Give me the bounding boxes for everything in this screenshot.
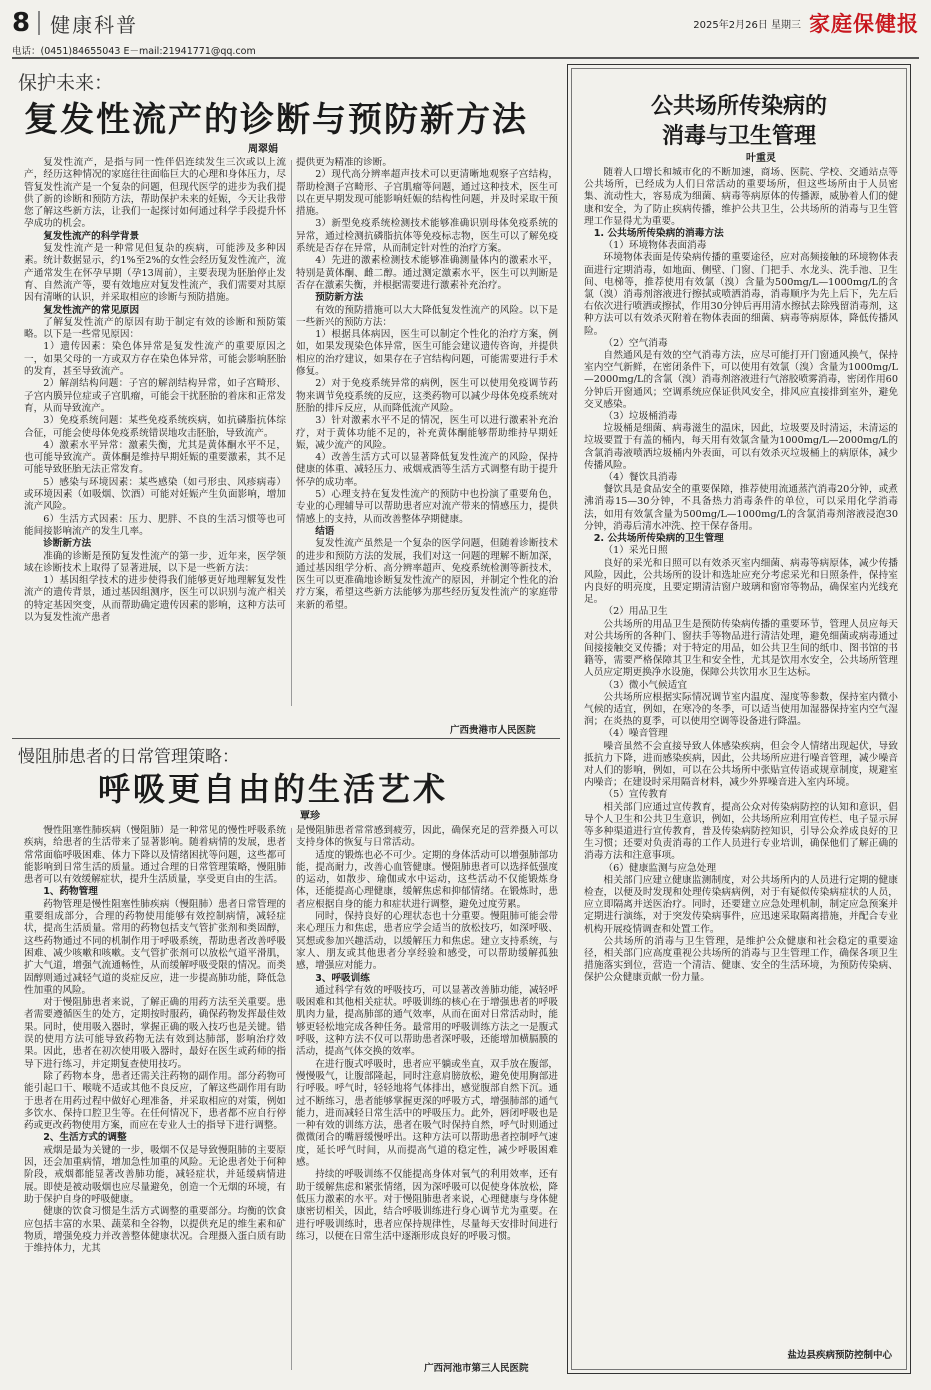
article1-column-1: [24, 157, 286, 707]
paragraph: 自然通风是有效的空气消毒方法，应尽可能打开门窗通风换气，保持室内空气新鲜，在密闭条件下，可以使用有效氯（溴）含量为1000mg/L—2000mg/L的含氯（溴）消毒剂溶液进行气溶胶喷雾消毒，密闭作用60分钟后开窗通风；空调系统应保证供风安全，排风应直接排到室外，避免交叉感染。: [584, 350, 898, 410]
article1-author: 周翠娟: [248, 144, 278, 155]
section-name: 健康科普: [50, 12, 139, 37]
paragraph: 慢性阻塞性肺疾病（慢阻肺）是一种常见的慢性呼吸系统疾病，给患者的生活带来了显著影响。随着病情的发展，患者常常面临呼吸困难、体力下降以及情绪困扰等问题，这些都可能影响到日常生活的质量。通过合理的日常管理策略，慢阻肺患者可以有效缓解症状，提升生活质量，享受更自由的生活。: [24, 825, 286, 886]
paragraph: 2）现代高分辨率超声技术可以更清晰地观察子宫结构，帮助检测子宫畸形、子宫肌瘤等问题，通过这种技术，医生可以在更早期发现可能影响妊娠的结构性问题，并及时采取干预措施。: [296, 169, 558, 218]
article3-title-line-2: 消毒与卫生管理: [661, 123, 816, 149]
paragraph: 6）生活方式因素：压力、肥胖、不良的生活习惯等也可能间接影响流产的发生几率。: [24, 513, 286, 537]
paragraph: 随着人口增长和城市化的不断加速，商场、医院、学校、交通站点等公共场所，已经成为人们日常活动的重要场所，但这些场所由于人员密集、流动性大，容易成为细菌、病毒等病原体的传播源，威胁着人们的健康和安全，为了防止疾病传播，维护公共卫生，公共场所的消毒与卫生管理工作显得尤为重要。: [584, 167, 898, 227]
newspaper-logo: 家庭保健报: [809, 12, 919, 36]
sub-subheading: （2）用品卫生: [603, 606, 668, 618]
paragraph: 4）先进的激素检测技术能够准确测量体内的激素水平，特别是黄体酮、雌二醇。通过测定激素水平，医生可以判断是否存在激素失衡，并根据需要进行激素补充治疗。: [296, 255, 558, 291]
paragraph: 在进行腹式呼吸时，患者应平躺或坐直，双手放在腹部，慢慢吸气，让腹部隆起，同时注意肩膀放松，避免使用胸部进行呼吸。呼气时，轻轻地将气体排出，感觉腹部自然下沉。通过不断练习，患者能够掌握更深的呼吸方式，增强肺部的通气能力，进而减轻日常生活中的呼吸压力。此外，唇闭呼吸也是一种有效的训练方法，患者在吸气时保持自然，呼气时则通过微微闭合的嘴唇缓慢呼出。这种方法可以帮助患者控制呼气速度，延长呼气时间，从而提高气道的稳定性，减少呼吸困难感。: [296, 1058, 558, 1169]
article1-title: 复发性流产的诊断与预防新方法: [24, 100, 528, 140]
paragraph: 餐饮具是食品安全的重要保障，推荐使用流通蒸汽消毒20分钟，或煮沸消毒15—30分钟，不具备热力消毒条件的单位，可以采用化学消毒法，如用有效氯含量为500mg/L—1000mg/L的含氯消毒剂溶液浸泡30分钟，消毒后清水冲洗、控干保存备用。: [584, 484, 898, 532]
paragraph: 相关部门应通过宣传教育，提高公众对传染病防控的认知和意识，倡导个人卫生和公共卫生意识，例如，公共场所应利用宣传栏、电子显示屏等多种渠道进行宣传教育，普及传染病防控知识，引导公众养成良好的卫生习惯；还要对负责消毒的工作人员进行专业培训，确保他们了解正确的消毒方法和注意事项。: [584, 801, 898, 862]
paragraph: 通过科学有效的呼吸技巧，可以显著改善肺功能，减轻呼吸困难和其他相关症状。呼吸训练的核心在于增强患者的呼吸肌肉力量，提高肺部的通气效率，从而在面对日常活动时，能够更轻松地完成各种任务。最常用的呼吸训练方法之一是腹式呼吸，这种方法不仅可以帮助患者深呼吸，还能增加横膈膜的活动，提高气体交换的效率。: [296, 984, 558, 1058]
masthead: [12, 6, 919, 40]
paragraph: 提供更为精准的诊断。: [296, 157, 392, 168]
page-number: 8: [12, 8, 31, 38]
paragraph: 垃圾桶是细菌、病毒滋生的温床，因此，垃圾要及时清运，未清运的垃圾要置于有盖的桶内，每天用有效氯含量为1000mg/L—2000mg/L的含氯消毒液喷洒垃圾桶内外表面，可以有效杀灭垃圾桶上的病原体，减少传播风险。: [584, 423, 898, 471]
subheading: 结语: [315, 525, 335, 537]
paragraph: 是慢阻肺患者常常感到疲劳，因此，确保充足的营养摄入可以支持身体的恢复与日常活动。: [296, 825, 558, 849]
paragraph: 2）对于免疫系统异常的病例，医生可以使用免疫调节药物来调节免疫系统的反应，这类药物可以减少母体免疫系统对胚胎的排斥反应，从而降低流产风险。: [296, 378, 558, 414]
paragraph: 了解复发性流产的原因有助于制定有效的诊断和预防策略。以下是一些常见原因：: [24, 316, 286, 341]
subheading: 3、呼吸训练: [315, 972, 370, 984]
column-divider: [291, 828, 292, 1370]
sub-subheading: （1）环境物体表面消毒: [603, 240, 707, 252]
subheading: 1、药物管理: [43, 886, 98, 898]
subheading: 诊断新方法: [43, 538, 92, 550]
article1-source: 广西贵港市人民医院: [450, 725, 536, 736]
column-divider: [291, 160, 292, 706]
paragraph: 复发性流产虽然是一个复杂的医学问题，但随着诊断技术的进步和预防方法的发展，我们对这一问题的理解不断加深，通过基因组学分析、高分辨率超声、免疫系统检测等新技术，医生可以更准确地诊断复发性流产的原因，并制定个性化的治疗方案，希望这些新方法能够为那些经历复发性流产的家庭带来新的希望。: [296, 538, 558, 611]
article2-source: 广西河池市第三人民医院: [424, 1363, 529, 1374]
sub-subheading: （2）空气消毒: [603, 337, 668, 349]
paragraph: 复发性流产，是指与同一性伴侣连续发生三次或以上流产，经历这种情况的家庭往往面临巨大的心理和身体压力，尽管复发性流产是一个复杂的问题，但现代医学的进步为我们提供了新的诊断和预防方法，帮助保护未来的妊娠，今天让我带您了解这些新方法，让我们一起探讨如何通过科学手段提升怀孕成功的机会。: [24, 157, 286, 230]
article1-kicker: 保护未来：: [18, 72, 114, 94]
paragraph: 1）基因组学技术的进步使得我们能够更好地理解复发性流产的遗传背景，通过基因组测序，医生可以识别与流产相关的特定基因突变，从而帮助确定遗传因素的影响，这种方法可以为复发性流产患者: [24, 575, 286, 623]
paragraph: 戒烟是最为关键的一步，吸烟不仅是导致慢阻肺的主要原因，还会加重病情，增加急性加重的风险。无论患者处于何种阶段，戒烟都能显著改善肺功能，减轻症状，并延缓病情进展。即使是被动吸烟也应尽量避免，创造一个无烟的环境，有助于保护自身的呼吸健康。: [24, 1144, 286, 1205]
paragraph: 公共场所的消毒与卫生管理，是维护公众健康和社会稳定的重要途径，相关部门应高度重视公共场所的消毒与卫生管理工作，确保各项卫生措施落实到位，营造一个清洁、健康、安全的生活环境，为预防传染病、保护公众健康贡献一份力量。: [584, 935, 898, 984]
paragraph: 3）免疫系统问题：某些免疫系统疾病，如抗磷脂抗体综合征，可能会使母体免疫系统错误地攻击胚胎，导致流产。: [24, 415, 286, 439]
subheading: 2、生活方式的调整: [43, 1132, 127, 1144]
article2-title: 呼吸更自由的生活艺术: [98, 770, 449, 808]
article3-author: 叶重灵: [746, 153, 776, 164]
masthead-rule: [12, 57, 919, 59]
subheading: 复发性流产的常见原因: [43, 304, 140, 316]
article-separator: [12, 738, 560, 739]
contact-info: 电话：(0451)84655043 E－mail:21941771@qq.com: [12, 46, 256, 57]
paragraph: 除了药物本身，患者还需关注药物的副作用。部分药物可能引起口干、喉咙不适或其他不良反应，了解这些副作用有助于患者在用药过程中做好心理准备，并采取相应的对策，例如多饮水、保持口腔卫生等。在任何情况下，患者都不应自行停药或更改药物使用方案，而应在专业人士的指导下进行调整。: [24, 1070, 286, 1132]
paragraph: 复发性流产是一种常见但复杂的疾病，可能涉及多种因素。统计数据显示，约1%至2%的女性会经历复发性流产，流产通常发生在怀孕早期（孕13周前），主要表现为胚胎停止发育、自然流产等，要有效地应对复发性流产，我们需要对其原因有清晰的认识，并采取相应的诊断与预防措施。: [24, 243, 286, 304]
paragraph: 1）根据具体病因，医生可以制定个性化的治疗方案，例如，如果发现染色体异常，医生可能会建议遗传咨询，并提供相应的治疗建议，如果存在子宫结构问题，可能需要进行手术修复。: [296, 329, 558, 378]
paragraph: 药物管理是慢性阻塞性肺疾病（慢阻肺）患者日常管理的重要组成部分，合理的药物使用能够有效控制病情，减轻症状，提高生活质量。常用的药物包括支气管扩张剂和类固醇，这些药物通过不同的机制作用于呼吸系统，帮助患者改善呼吸困难、减少咳嗽和咳嗽。支气管扩张剂可以放松气道平滑肌，扩大气道，增强气流通畅性，从而缓解呼吸受限的情况。而类固醇则通过减轻气道的炎症反应，进一步提高肺功能，降低急性加重的风险。: [24, 898, 286, 996]
article1-column-2: [296, 157, 558, 693]
sub-subheading: （4）噪音管理: [603, 728, 668, 740]
subheading: 预防新方法: [315, 292, 364, 304]
paragraph: 环境物体表面是传染病传播的重要途径，应对高频接触的环境物体表面进行定期消毒，如地面、侧壁、门窗、门把手、水龙头、洗手池、卫生间、电梯等，推荐使用有效氯（溴）含量为500mg/L—1000mg/L的含氯（溴）消毒剂溶液进行擦拭或喷洒消毒，消毒顺序为先上后下，先左后右依次进行喷洒或擦拭，作用30分钟后再用清水擦拭去除残留消毒剂，这种方法可以有效杀灭附着在物体表面的细菌、病毒等病原体，降低传播风险。: [584, 252, 898, 337]
paragraph: 3）针对激素水平不足的情况，医生可以进行激素补充治疗，对于黄体功能不足的，补充黄体酮能够帮助维持早期妊娠，减少流产的风险。: [296, 415, 558, 451]
paragraph: 5）感染与环境因素：某些感染（如弓形虫、风疹病毒）或环境因素（如吸烟、饮酒）可能对妊娠产生负面影响，增加流产风险。: [24, 476, 286, 513]
article3-box: [567, 64, 911, 1374]
paragraph: 适度的锻炼也必不可少。定期的身体活动可以增强肺部功能，提高耐力，改善心血管健康。慢阻肺患者可以选择低强度的运动，如散步、瑜伽或水中运动，这些活动不仅能锻炼身体，还能提高心理健康，缓解焦虑和抑郁情绪。在锻炼时，患者应根据自身的能力和症状进行调整，避免过度劳累。: [296, 849, 558, 910]
article3-source: 盐边县疾病预防控制中心: [787, 1350, 892, 1361]
sub-subheading: （3）微小气候适宜: [603, 679, 688, 691]
subheading: 1. 公共场所传染病的消毒方法: [593, 228, 724, 240]
paragraph: 对于慢阻肺患者来说，了解正确的用药方法至关重要。患者需要遵循医生的处方，定期按时服药，确保药物发挥最佳效果。同时，使用吸入器时，掌握正确的吸入技巧也是关键。错误的使用方法可能导致药物无法有效到达肺部，影响治疗效果。因此，患者在初次使用吸入器时，最好在医生或药师的指导下进行练习，并定期复查使用技巧。: [24, 997, 286, 1070]
paragraph: 公共场所应根据实际情况调节室内温度、湿度等参数，保持室内微小气候的适宜，例如，在寒冷的冬季，可以适当使用加湿器保持室内空气湿润；在炎热的夏季，可以使用空调等设备进行降温。: [584, 691, 898, 728]
paragraph: 4）激素水平异常：激素失衡，尤其是黄体酮水平不足，也可能导致流产。黄体酮是维持早期妊娠的重要激素，其不足可能导致胚胎无法正常发育。: [24, 439, 286, 476]
masthead-divider: [38, 11, 40, 35]
paragraph: 4）改善生活方式可以显著降低复发性流产的风险，保持健康的体重、减轻压力、戒烟戒酒等生活方式调整有助于提升怀孕的成功率。: [296, 452, 558, 488]
paragraph: 1）遗传因素：染色体异常是复发性流产的重要原因之一，如果父母的一方或双方存在染色体异常，可能会影响胚胎的发育，甚至导致流产。: [24, 341, 286, 378]
article2-column-2: [296, 825, 558, 1357]
paragraph: 健康的饮食习惯是生活方式调整的重要部分。均衡的饮食应包括丰富的水果、蔬菜和全谷物，以提供充足的维生素和矿物质，增强免疫力并改善整体健康状况。合理摄入蛋白质有助于维持体力，尤其: [24, 1206, 286, 1255]
paragraph: 3）新型免疫系统检测技术能够准确识别母体免疫系统的异常，通过检测抗磷脂抗体等免疫标志物，医生可以了解免疫系统是否存在异常，从而制定针对性的治疗方案。: [296, 218, 558, 255]
paragraph: 噪音虽然不会直接导致人体感染疾病，但会令人情绪出现起伏，导致抵抗力下降，进而感染疾病，因此，公共场所应进行噪音管理，减少噪音对人们的影响，例如，可以在公共场所中张贴宣传语或规章制度，规避室内噪音；在建设时采用隔音材料，减少外界噪音进入室内环境。: [584, 740, 898, 789]
sub-subheading: （3）垃圾桶消毒: [603, 411, 678, 423]
article3-body: [584, 167, 898, 1347]
paragraph: 良好的采光和日照可以有效杀灭室内细菌、病毒等病原体，减少传播风险，因此，公共场所的设计和选址应充分考虑采光和日照条件，保持室内良好的明亮度，且要定期清洁窗户玻璃和窗帘等物品，确保室内光线充足。: [584, 557, 898, 606]
publication-date: 2025年2月26日 星期三: [693, 19, 801, 31]
article2-kicker: 慢阻肺患者的日常管理策略：: [18, 747, 239, 767]
paragraph: 5）心理支持在复发性流产的预防中也扮演了重要角色，专业的心理辅导可以帮助患者应对流产带来的情感压力，提供情感上的支持，从而改善整体孕期健康。: [296, 489, 558, 525]
subheading: 复发性流产的科学背景: [43, 230, 140, 242]
paragraph: 持续的呼吸训练不仅能提高身体对氧气的利用效率，还有助于缓解焦虑和紧张情绪，因为深呼吸可以促使身体放松，降低压力激素的水平。对于慢阻肺患者来说，心理健康与身体健康密切相关，因此，结合呼吸训练进行身心调节尤为重要。在进行呼吸训练时，患者应保持规律性，尽量每天安排时间进行练习，以便在日常生活中逐渐形成良好的呼吸习惯。: [296, 1169, 558, 1242]
paragraph: 有效的预防措施可以大大降低复发性流产的风险。以下是一些新兴的预防方法：: [296, 304, 558, 328]
paragraph: 相关部门应建立健康监测制度，对公共场所内的人员进行定期的健康检查，以便及时发现和处理传染病病例，对于有疑似传染病症状的人员，应立即隔离并送医治疗。同时，还要建立应急处理机制，制定应急预案并定期进行演练，对于突发传染病事件，应迅速采取隔离措施，并配合专业机构开展疫情调查和处置工作。: [584, 874, 898, 935]
sub-subheading: （5）宣传教育: [603, 789, 668, 801]
article3-title-line-1: 公共场所传染病的: [650, 93, 827, 119]
paragraph: 准确的诊断是预防复发性流产的第一步，近年来，医学领域在诊断技术上取得了显著进展，以下是一些新方法：: [24, 550, 286, 574]
sub-subheading: （1）采光日照: [603, 545, 668, 557]
subheading: 2. 公共场所传染病的卫生管理: [593, 533, 724, 545]
paragraph: 同时，保持良好的心理状态也十分重要。慢阻肺可能会带来心理压力和焦虑，患者应学会适当的放松技巧，如深呼吸、冥想或参加兴趣活动，以缓解压力和焦虑。建立支持系统，与家人、朋友或其他患者分享经验和感受，可以帮助缓解孤独感，增强应对能力。: [296, 911, 558, 972]
article2-column-1: [24, 825, 286, 1373]
sub-subheading: （6）健康监测与应急处理: [603, 862, 717, 874]
paragraph: 公共场所的用品卫生是预防传染病传播的重要环节，管理人员应每天对公共场所的各种门、窗扶手等物品进行清洁处理，避免细菌或病毒通过间接接触交叉传播；对于特定的用品，如公共卫生间的纸巾、图书馆的书籍等，需要严格保障其卫生和安全性，尤其是饮用水安全，公共场所管理人员应定期更换净水设施，保障公共饮用水卫生达标。: [584, 618, 898, 679]
sub-subheading: （4）餐饮具消毒: [603, 472, 678, 484]
paragraph: 2）解剖结构问题：子宫的解剖结构异常，如子宫畸形、子宫内膜异位症或子宫肌瘤，可能会干扰胚胎的着床和正常发育，从而导致流产。: [24, 378, 286, 414]
article2-author: 覃珍: [300, 811, 320, 822]
